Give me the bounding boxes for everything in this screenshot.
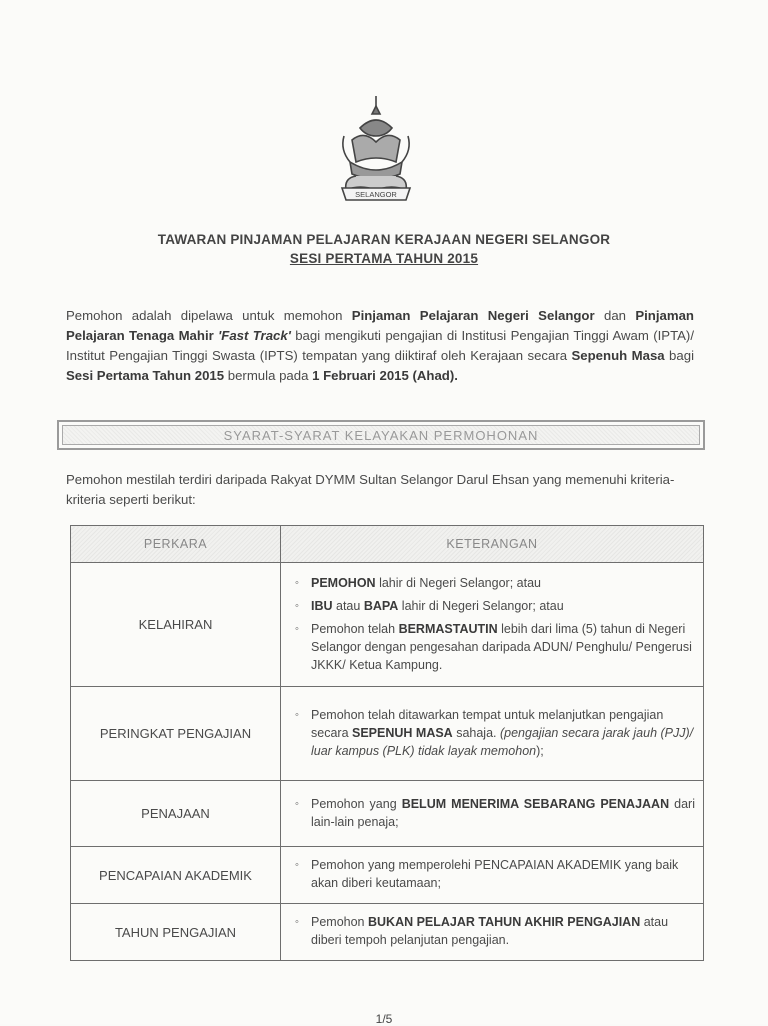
column-header-perkara: PERKARA xyxy=(71,526,281,563)
table-row xyxy=(71,904,704,961)
list-item: ◦ Pemohon yang memperolehi PENCAPAIAN AKADEMIK yang baik akan diberi keutamaan; xyxy=(289,856,695,892)
column-header-keterangan: KETERANGAN xyxy=(281,526,704,563)
list-item: ◦ Pemohon telah BERMASTAUTIN lebih dari lima (5) tahun di Negeri Selangor dengan pengesahan daripada ADUN/ Penghulu/ Pengerusi JKKK/ Ketua Kampung. xyxy=(289,620,695,674)
table-row xyxy=(71,687,704,781)
eligibility-table xyxy=(70,525,704,961)
list-item: ◦ Pemohon telah ditawarkan tempat untuk melanjutkan pengajian secara SEPENUH MASA sahaja. (pengajian secara jarak jauh (PJJ)/ luar kampus (PLK) tidak layak memohon); xyxy=(289,706,695,760)
section-heading-box xyxy=(57,420,705,450)
table-row xyxy=(71,781,704,847)
row-detail-kelahiran xyxy=(281,563,704,687)
row-detail-pencapaian-akademik xyxy=(281,847,704,904)
row-label-tahun-pengajian: TAHUN PENGAJIAN xyxy=(71,904,281,961)
selangor-crest-icon xyxy=(330,92,422,208)
list-item: ◦ Pemohon yang BELUM MENERIMA SEBARANG PENAJAAN dari lain-lain penaja; xyxy=(289,795,695,831)
row-label-penajaan: PENAJAAN xyxy=(71,781,281,847)
row-detail-penajaan xyxy=(281,781,704,847)
page-number: 1/5 xyxy=(375,1012,393,1026)
document-subtitle: SESI PERTAMA TAHUN 2015 xyxy=(289,251,479,266)
eligibility-intro: Pemohon mestilah terdiri daripada Rakyat DYMM Sultan Selangor Darul Ehsan yang memenuhi kriteria-kriteria seperti berikut: xyxy=(66,472,675,507)
intro-paragraph: Pemohon adalah dipelawa untuk memohon Pinjaman Pelajaran Negeri Selangor dan Pinjaman Pelajaran Tenaga Mahir 'Fast Track' bagi mengikuti pengajian di Institusi Pengajian Tinggi Awam (IPTA)/ Institut Pengajian Tinggi Swasta (IPTS) tempatan yang diiktiraf oleh Kerajaan secara Sepenuh Masa bagi Sesi Pertama Tahun 2015 bermula pada 1 Februari 2015 (Ahad). xyxy=(66,308,694,383)
list-item: ◦ PEMOHON lahir di Negeri Selangor; atau xyxy=(289,574,695,592)
list-item: ◦ Pemohon BUKAN PELAJAR TAHUN AKHIR PENGAJIAN atau diberi tempoh pelanjutan pengajian. xyxy=(289,913,695,949)
document-title: TAWARAN PINJAMAN PELAJARAN KERAJAAN NEGERI SELANGOR xyxy=(157,232,611,247)
row-label-pencapaian-akademik: PENCAPAIAN AKADEMIK xyxy=(71,847,281,904)
table-row xyxy=(71,847,704,904)
row-label-peringkat-pengajian: PERINGKAT PENGAJIAN xyxy=(71,687,281,781)
row-detail-peringkat-pengajian xyxy=(281,687,704,781)
row-detail-tahun-pengajian xyxy=(281,904,704,961)
crest-caption: SELANGOR xyxy=(355,190,397,199)
list-item: ◦ IBU atau BAPA lahir di Negeri Selangor; atau xyxy=(289,597,695,615)
table-header-row xyxy=(71,526,704,563)
section-heading: SYARAT-SYARAT KELAYAKAN PERMOHONAN xyxy=(62,425,700,445)
row-label-kelahiran: KELAHIRAN xyxy=(71,563,281,687)
table-row xyxy=(71,563,704,687)
